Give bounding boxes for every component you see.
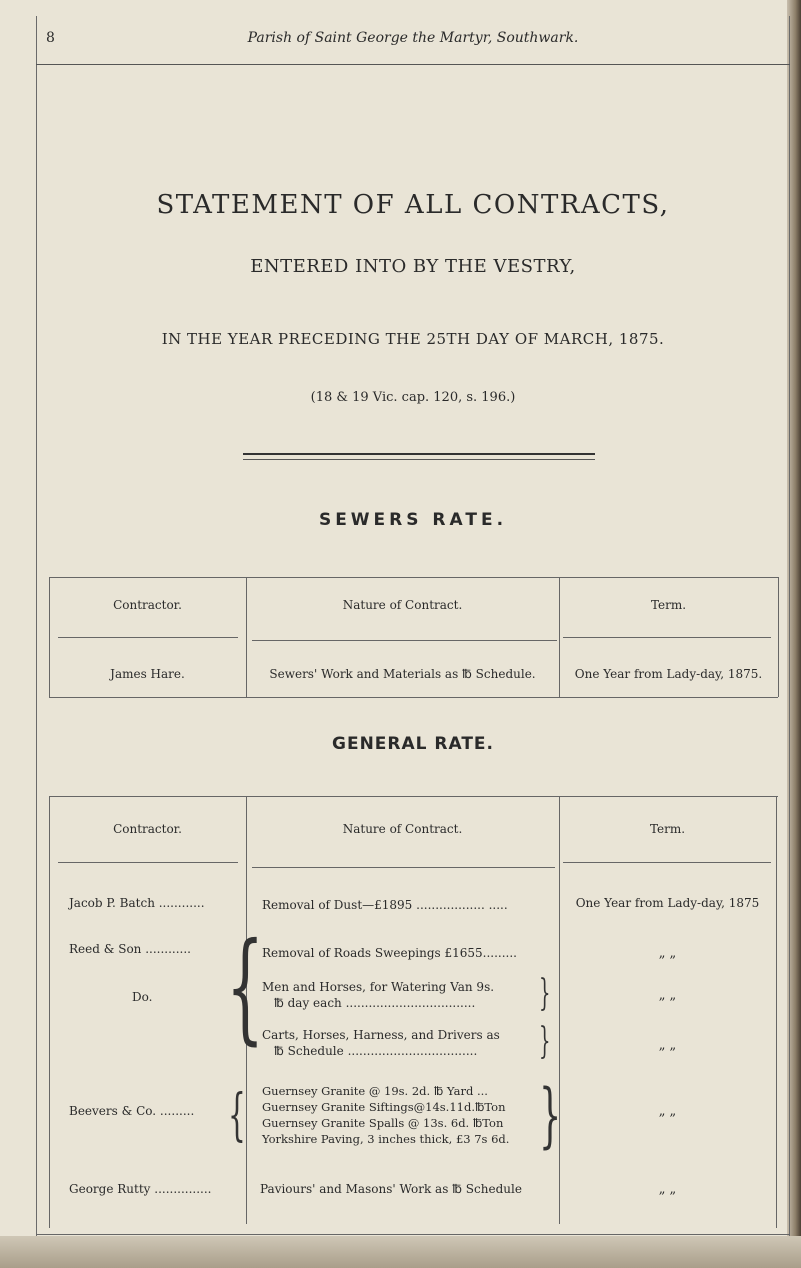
right-brace: }	[539, 1021, 551, 1062]
title-divider	[243, 453, 595, 460]
table-rule	[778, 577, 779, 697]
ditto-mark: „ „	[658, 1182, 677, 1197]
nature-line: ℔ day each ..................................	[274, 996, 476, 1010]
nature-cell: Removal of Roads Sweepings £1655.........	[262, 946, 517, 960]
title-line-4: (18 & 19 Vic. cap. 120, s. 196.)	[310, 390, 516, 405]
ditto-mark: „ „	[658, 1038, 677, 1053]
table-rule	[58, 862, 238, 863]
nature-line: Guernsey Granite @ 19s. 2d. ℔ Yard ...	[262, 1084, 488, 1098]
contractor-cell: Beevers & Co. .........	[69, 1104, 195, 1118]
column-header-contractor: Contractor.	[113, 598, 182, 612]
term-cell: One Year from Lady-day, 1875	[575, 896, 760, 910]
left-brace-reed: {	[226, 918, 265, 1057]
page-number: 8	[46, 30, 55, 46]
table-rule	[49, 796, 50, 1228]
ditto-mark: „ „	[658, 988, 677, 1003]
ditto-mark: „ „	[658, 1104, 677, 1119]
term-cell: One Year from Lady-day, 1875.	[574, 667, 763, 681]
page-bottom-shadow	[0, 1236, 801, 1268]
contractor-cell: James Hare.	[110, 667, 185, 681]
nature-cell: Sewers' Work and Materials as ℔ Schedule.	[269, 667, 536, 681]
column-header-contractor: Contractor.	[113, 822, 182, 836]
column-header-nature: Nature of Contract.	[342, 598, 463, 612]
page-header	[36, 28, 790, 52]
table-rule	[252, 640, 557, 641]
nature-line: Yorkshire Paving, 3 inches thick, £3 7s 6d.	[262, 1132, 510, 1146]
table-rule	[49, 577, 778, 578]
running-head: Parish of Saint George the Martyr, Southwark.	[247, 30, 579, 46]
table-rule	[49, 796, 778, 797]
table-rule	[49, 697, 778, 698]
table-rule	[563, 862, 771, 863]
contractor-cell: Jacob P. Batch ............	[69, 896, 205, 910]
right-brace: }	[539, 1074, 562, 1156]
table-rule	[559, 796, 560, 1224]
title-line-2: ENTERED INTO BY THE VESTRY,	[250, 256, 576, 277]
contractor-cell: Do.	[132, 990, 153, 1004]
title-line-3: IN THE YEAR PRECEDING THE 25TH DAY OF MARCH, 1875.	[161, 330, 665, 348]
header-rule	[36, 64, 790, 65]
nature-line: Guernsey Granite Siftings@14s.11d.℔Ton	[262, 1100, 506, 1114]
column-header-term: Term.	[649, 822, 686, 836]
bottom-rule	[36, 1234, 790, 1235]
nature-cell: Paviours' and Masons' Work as ℔ Schedule	[260, 1182, 522, 1196]
nature-line: Carts, Horses, Harness, and Drivers as	[262, 1028, 500, 1042]
nature-cell: Removal of Dust—£1895 .................. .....	[262, 898, 508, 912]
right-brace: }	[539, 973, 551, 1014]
table-rule	[563, 637, 771, 638]
nature-line: Men and Horses, for Watering Van 9s.	[262, 980, 495, 994]
nature-line: Guernsey Granite Spalls @ 13s. 6d. ℔Ton	[262, 1116, 504, 1130]
column-header-term: Term.	[650, 598, 687, 612]
contractor-cell: George Rutty ...............	[69, 1182, 212, 1196]
title-line-1: STATEMENT OF ALL CONTRACTS,	[156, 190, 670, 220]
contractor-cell: Reed & Son ............	[69, 942, 191, 956]
sewers-rate-heading: SEWERS RATE.	[318, 510, 508, 530]
column-header-nature: Nature of Contract.	[342, 822, 463, 836]
general-rate-heading: GENERAL RATE.	[332, 734, 494, 754]
ditto-mark: „ „	[658, 946, 677, 961]
left-brace: {	[228, 1083, 246, 1148]
table-rule	[776, 796, 777, 1228]
table-rule	[252, 867, 555, 868]
table-rule	[58, 637, 238, 638]
nature-line: ℔ Schedule ..................................	[274, 1044, 478, 1058]
